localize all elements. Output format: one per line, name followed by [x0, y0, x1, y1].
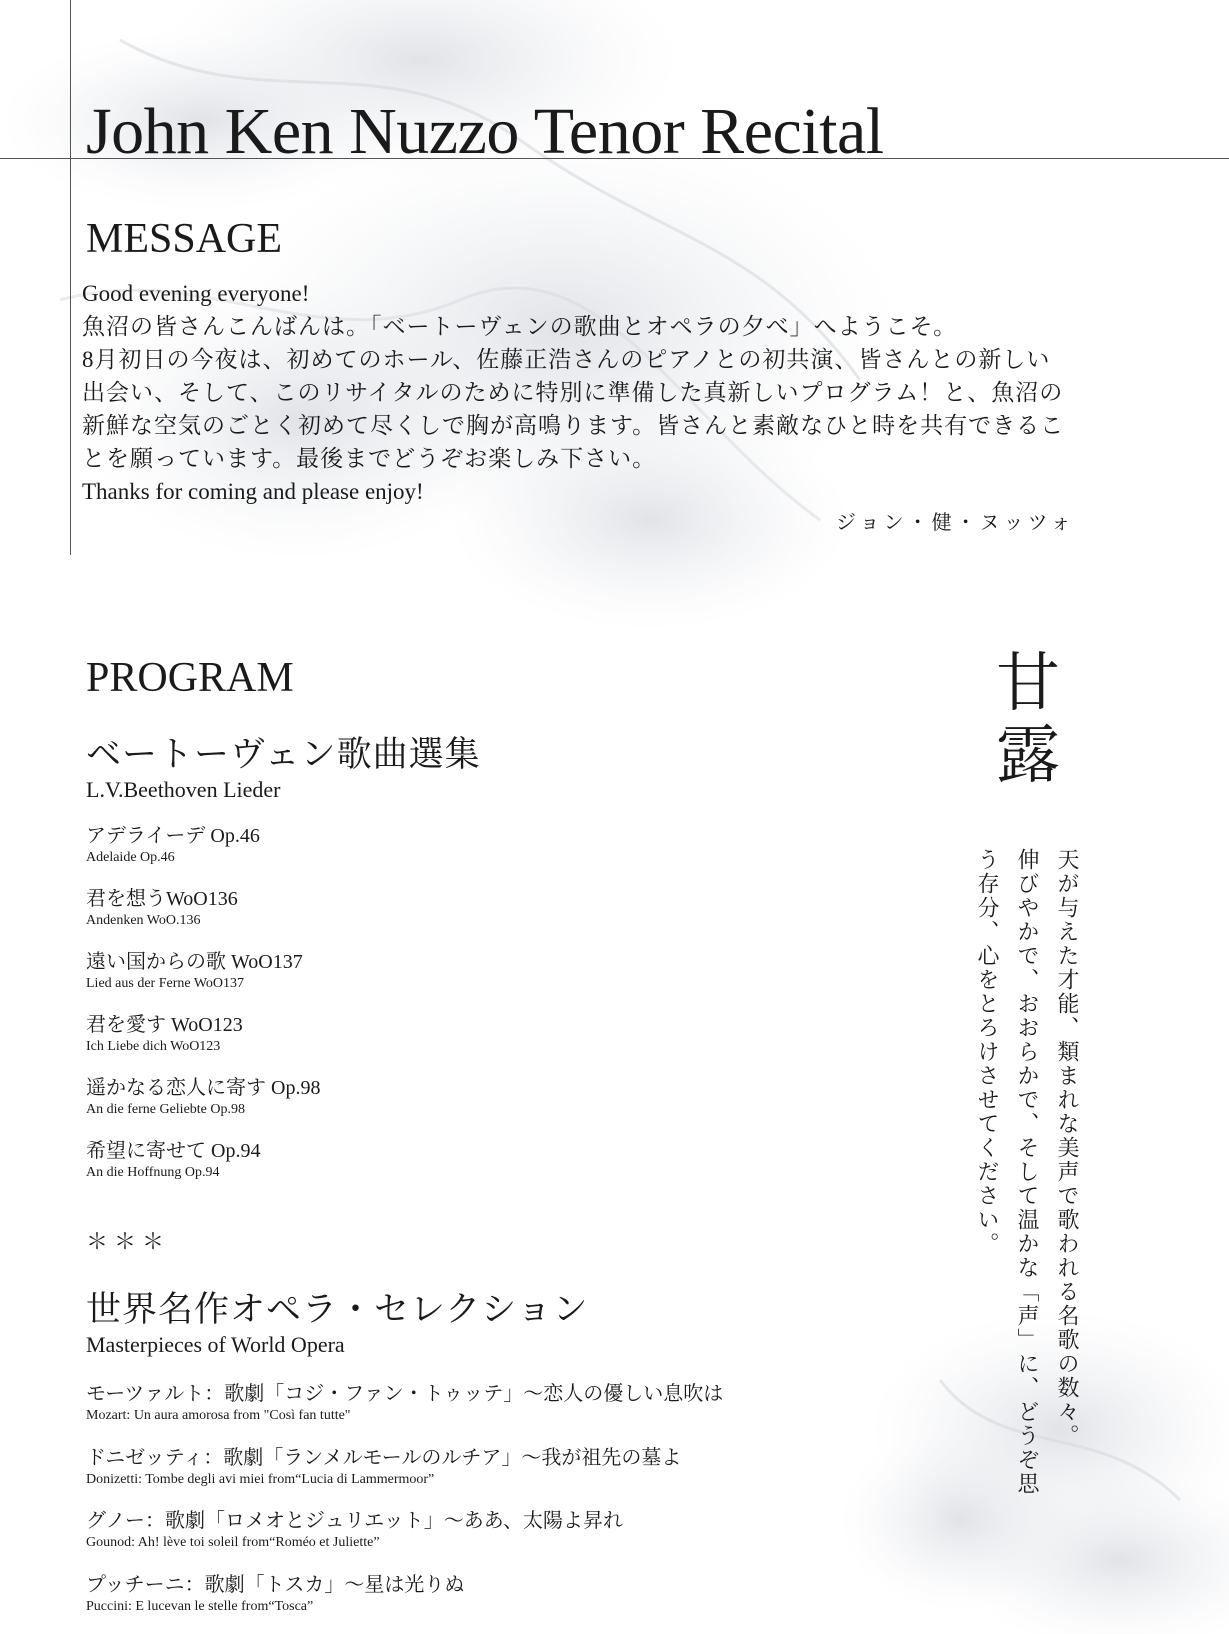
message-line: 出会い、そして、このリサイタルのために特別に準備した真新しいプログラム！と、魚沼の [82, 380, 1064, 405]
program-item-en: Lied aus der Ferne WoO137 [86, 976, 245, 991]
opera-item-jp: プッチーニ：歌劇「トスカ」〜星は光りぬ [86, 1574, 465, 1596]
page-title: John Ken Nuzzo Tenor Recital [86, 95, 884, 168]
program-item-jp: 遥かなる恋人に寄す Op.98 [86, 1077, 321, 1099]
program-item [86, 1076, 320, 1119]
program-item-en: Ich Liebe dich WoO123 [86, 1039, 221, 1054]
program-item-en: An die Hoffnung Op.94 [86, 1165, 220, 1180]
opera-item-en: Donizetti: Tombe degli avi miei from“Lucia di Lammermoor” [86, 1472, 435, 1487]
message-line: Good evening everyone! [82, 281, 310, 306]
program-item [86, 1139, 260, 1182]
program-heading: PROGRAM [86, 655, 294, 701]
opera-item-en: Gounod: Ah! lève toi soleil from“Roméo et Juliette” [86, 1535, 380, 1550]
program-item [86, 887, 238, 930]
sidebar-poem-line: 伸びやかで、おおらかで、そして温かな「声」に、どうぞ思 [1015, 848, 1040, 1496]
message-heading: MESSAGE [86, 216, 283, 262]
program-item-jp: アデライーデ Op.46 [86, 825, 260, 847]
message-line: 8月初日の今夜は、初めてのホール、佐藤正浩さんのピアノとの初共演、皆さんとの新しい [82, 347, 1051, 372]
sidebar-poem-line: 天が与えた才能、類まれな美声で歌われる名歌の数々。 [1055, 848, 1080, 1448]
program-item-jp: 君を愛す WoO123 [86, 1014, 243, 1036]
beethoven-section-header [86, 733, 481, 803]
opera-item [86, 1508, 623, 1552]
sidebar-title: 甘露 [996, 648, 1060, 791]
message-signature: ジョン・健・ヌッツォ [836, 512, 1075, 534]
opera-title-en: Masterpieces of World Opera [86, 1332, 345, 1357]
section-separator: ＊＊＊ [86, 1229, 171, 1254]
vertical-rule [70, 0, 71, 555]
program-item-jp: 希望に寄せて Op.94 [86, 1140, 261, 1162]
program-item [86, 1013, 243, 1056]
program-item-en: An die ferne Geliebte Op.98 [86, 1102, 245, 1117]
opera-item [86, 1572, 464, 1616]
sidebar-poem-line: う存分、心をとろけさせてください。 [975, 848, 1000, 1256]
message-line: Thanks for coming and please enjoy! [82, 479, 424, 504]
opera-item [86, 1445, 681, 1489]
opera-item [86, 1381, 723, 1425]
opera-item-jp: モーツァルト：歌劇「コジ・ファン・トゥッテ」〜恋人の優しい息吹は [86, 1383, 724, 1405]
message-line: とを願っています。最後までどうぞお楽しみ下さい。 [82, 446, 657, 471]
message-line: 新鮮な空気のごとく初めて尽くしで胸が高鳴ります。皆さんと素敵なひと時を共有できるこ [82, 413, 1065, 438]
program-item [86, 950, 303, 993]
program-item-en: Adelaide Op.46 [86, 850, 175, 865]
program-item-jp: 君を想うWoO136 [86, 888, 238, 910]
program-item [86, 824, 260, 867]
message-line: 魚沼の皆さんこんばんは。「ベートーヴェンの歌曲とオペラの夕べ」へようこそ。 [82, 314, 958, 339]
opera-item-en: Puccini: E lucevan le stelle from“Tosca” [86, 1599, 314, 1614]
opera-item-jp: グノー：歌劇「ロメオとジュリエット」〜ああ、太陽よ昇れ [86, 1510, 623, 1532]
opera-item-en: Mozart: Un aura amorosa from "Così fan tutte" [86, 1408, 351, 1423]
beethoven-title-jp: ベートーヴェン歌曲選集 [86, 735, 481, 774]
program-item-jp: 遠い国からの歌 WoO137 [86, 951, 303, 973]
opera-item-jp: ドニゼッティ：歌劇「ランメルモールのルチア」〜我が祖先の墓よ [86, 1447, 682, 1469]
beethoven-title-en: L.V.Beethoven Lieder [86, 777, 281, 802]
opera-section-header [86, 1288, 589, 1358]
opera-title-jp: 世界名作オペラ・セレクション [86, 1290, 589, 1329]
message-body [82, 277, 1142, 508]
program-item-en: Andenken WoO.136 [86, 913, 201, 928]
